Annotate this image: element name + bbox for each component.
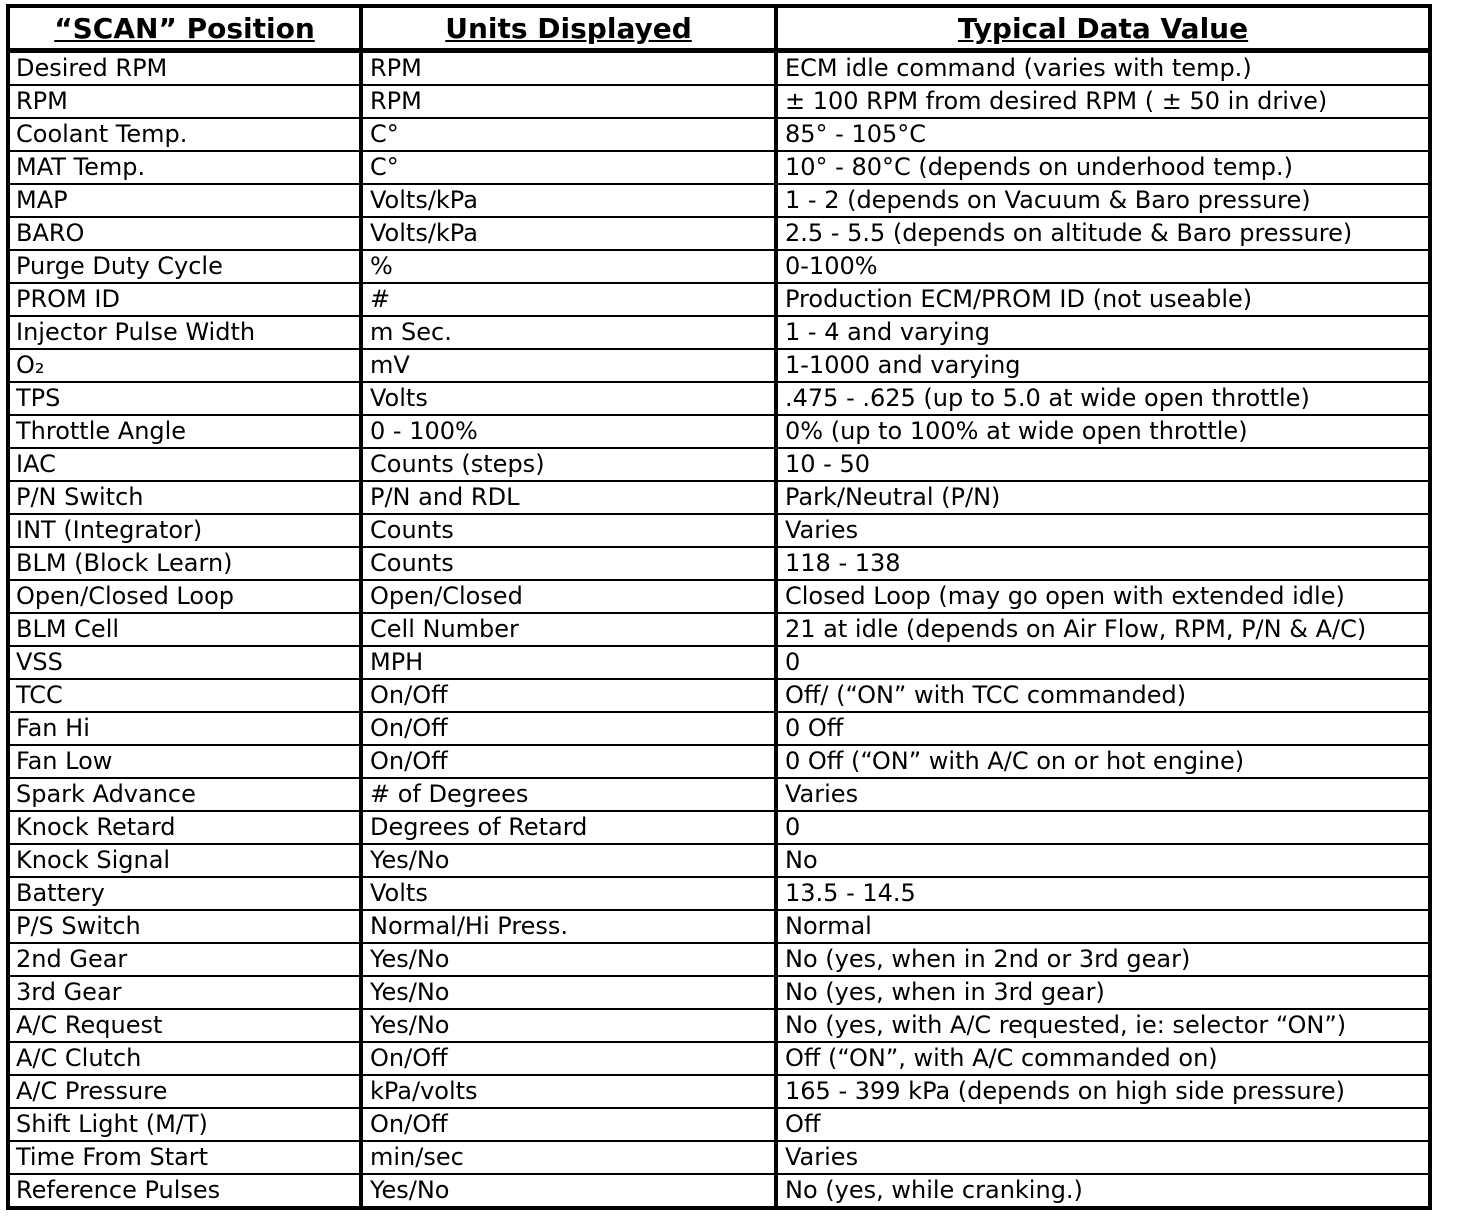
units-displayed-cell: Volts/kPa <box>361 217 776 250</box>
typical-value-cell: 21 at idle (depends on Air Flow, RPM, P/N & A/C) <box>776 613 1430 646</box>
header-units-displayed: Units Displayed <box>361 6 776 51</box>
typical-value-cell: ± 100 RPM from desired RPM ( ± 50 in drive) <box>776 85 1430 118</box>
scan-position-cell: O₂ <box>8 349 361 382</box>
units-displayed-cell: Open/Closed <box>361 580 776 613</box>
header-scan-position: “SCAN” Position <box>8 6 361 51</box>
units-displayed-cell: 0 - 100% <box>361 415 776 448</box>
table-row <box>8 1108 1430 1141</box>
typical-value-cell: 2.5 - 5.5 (depends on altitude & Baro pressure) <box>776 217 1430 250</box>
table-row <box>8 613 1430 646</box>
units-displayed-cell: Yes/No <box>361 844 776 877</box>
table-row <box>8 1042 1430 1075</box>
typical-value-cell: Off (“ON”, with A/C commanded on) <box>776 1042 1430 1075</box>
table-row <box>8 514 1430 547</box>
typical-value-cell: .475 - .625 (up to 5.0 at wide open throttle) <box>776 382 1430 415</box>
typical-value-cell: 10° - 80°C (depends on underhood temp.) <box>776 151 1430 184</box>
scan-position-cell: RPM <box>8 85 361 118</box>
typical-value-cell: Varies <box>776 514 1430 547</box>
table-row <box>8 547 1430 580</box>
scan-position-cell: Knock Signal <box>8 844 361 877</box>
units-displayed-cell: P/N and RDL <box>361 481 776 514</box>
typical-value-cell: No (yes, with A/C requested, ie: selector “ON”) <box>776 1009 1430 1042</box>
table-row <box>8 448 1430 481</box>
table-row <box>8 283 1430 316</box>
units-displayed-cell: kPa/volts <box>361 1075 776 1108</box>
typical-value-cell: 1 - 2 (depends on Vacuum & Baro pressure) <box>776 184 1430 217</box>
typical-value-cell: Off/ (“ON” with TCC commanded) <box>776 679 1430 712</box>
scan-data-table <box>6 4 1432 1210</box>
scan-position-cell: Spark Advance <box>8 778 361 811</box>
units-displayed-cell: Volts/kPa <box>361 184 776 217</box>
scan-position-cell: MAP <box>8 184 361 217</box>
typical-value-cell: 0 <box>776 811 1430 844</box>
table-row <box>8 811 1430 844</box>
typical-value-cell: Off <box>776 1108 1430 1141</box>
table-row <box>8 910 1430 943</box>
units-displayed-cell: Counts <box>361 547 776 580</box>
scan-position-cell: PROM ID <box>8 283 361 316</box>
scan-position-cell: TPS <box>8 382 361 415</box>
typical-value-cell: Production ECM/PROM ID (not useable) <box>776 283 1430 316</box>
scan-position-cell: Fan Hi <box>8 712 361 745</box>
units-displayed-cell: Degrees of Retard <box>361 811 776 844</box>
scan-position-cell: VSS <box>8 646 361 679</box>
scan-position-cell: Coolant Temp. <box>8 118 361 151</box>
units-displayed-cell: min/sec <box>361 1141 776 1174</box>
scan-position-cell: Fan Low <box>8 745 361 778</box>
typical-value-cell: 0-100% <box>776 250 1430 283</box>
units-displayed-cell: On/Off <box>361 745 776 778</box>
scan-position-cell: 2nd Gear <box>8 943 361 976</box>
table-row <box>8 151 1430 184</box>
table-row <box>8 877 1430 910</box>
scan-position-cell: A/C Clutch <box>8 1042 361 1075</box>
scan-position-cell: BARO <box>8 217 361 250</box>
table-row <box>8 382 1430 415</box>
table-row <box>8 51 1430 86</box>
typical-value-cell: No (yes, while cranking.) <box>776 1174 1430 1208</box>
typical-value-cell: 1 - 4 and varying <box>776 316 1430 349</box>
scan-position-cell: P/N Switch <box>8 481 361 514</box>
units-displayed-cell: Yes/No <box>361 943 776 976</box>
table-row <box>8 184 1430 217</box>
typical-value-cell: 85° - 105°C <box>776 118 1430 151</box>
units-displayed-cell: On/Off <box>361 679 776 712</box>
table-row <box>8 679 1430 712</box>
table-row <box>8 1174 1430 1208</box>
typical-value-cell: 0 <box>776 646 1430 679</box>
units-displayed-cell: Yes/No <box>361 1009 776 1042</box>
units-displayed-cell: Volts <box>361 382 776 415</box>
typical-value-cell: Closed Loop (may go open with extended idle) <box>776 580 1430 613</box>
units-displayed-cell: m Sec. <box>361 316 776 349</box>
units-displayed-cell: Normal/Hi Press. <box>361 910 776 943</box>
typical-value-cell: 165 - 399 kPa (depends on high side pressure) <box>776 1075 1430 1108</box>
table-row <box>8 1141 1430 1174</box>
table-row <box>8 217 1430 250</box>
typical-value-cell: No (yes, when in 2nd or 3rd gear) <box>776 943 1430 976</box>
table-body <box>8 51 1430 1209</box>
units-displayed-cell: Cell Number <box>361 613 776 646</box>
typical-value-cell: 0 Off (“ON” with A/C on or hot engine) <box>776 745 1430 778</box>
scan-position-cell: MAT Temp. <box>8 151 361 184</box>
table-row <box>8 646 1430 679</box>
typical-value-cell: 0 Off <box>776 712 1430 745</box>
scan-position-cell: Reference Pulses <box>8 1174 361 1208</box>
typical-value-cell: No (yes, when in 3rd gear) <box>776 976 1430 1009</box>
typical-value-cell: No <box>776 844 1430 877</box>
units-displayed-cell: Counts <box>361 514 776 547</box>
scan-position-cell: Purge Duty Cycle <box>8 250 361 283</box>
table-row <box>8 580 1430 613</box>
scan-position-cell: Desired RPM <box>8 51 361 86</box>
units-displayed-cell: On/Off <box>361 1108 776 1141</box>
typical-value-cell: ECM idle command (varies with temp.) <box>776 51 1430 86</box>
units-displayed-cell: mV <box>361 349 776 382</box>
units-displayed-cell: RPM <box>361 51 776 86</box>
table-row <box>8 481 1430 514</box>
units-displayed-cell: Yes/No <box>361 1174 776 1208</box>
units-displayed-cell: Volts <box>361 877 776 910</box>
table-row <box>8 118 1430 151</box>
units-displayed-cell: # <box>361 283 776 316</box>
units-displayed-cell: On/Off <box>361 1042 776 1075</box>
header-row <box>8 6 1430 51</box>
table-row <box>8 1075 1430 1108</box>
table-row <box>8 1009 1430 1042</box>
table-row <box>8 976 1430 1009</box>
scan-position-cell: TCC <box>8 679 361 712</box>
typical-value-cell: Park/Neutral (P/N) <box>776 481 1430 514</box>
scan-position-cell: A/C Request <box>8 1009 361 1042</box>
units-displayed-cell: MPH <box>361 646 776 679</box>
typical-value-cell: Normal <box>776 910 1430 943</box>
scan-position-cell: Knock Retard <box>8 811 361 844</box>
units-displayed-cell: On/Off <box>361 712 776 745</box>
units-displayed-cell: # of Degrees <box>361 778 776 811</box>
table-row <box>8 745 1430 778</box>
scan-position-cell: 3rd Gear <box>8 976 361 1009</box>
table-row <box>8 349 1430 382</box>
units-displayed-cell: Yes/No <box>361 976 776 1009</box>
table-row <box>8 844 1430 877</box>
header-typical-data-value: Typical Data Value <box>776 6 1430 51</box>
scan-position-cell: Injector Pulse Width <box>8 316 361 349</box>
scan-position-cell: Time From Start <box>8 1141 361 1174</box>
units-displayed-cell: C° <box>361 151 776 184</box>
scan-position-cell: Battery <box>8 877 361 910</box>
scan-position-cell: INT (Integrator) <box>8 514 361 547</box>
table-row <box>8 712 1430 745</box>
scan-position-cell: A/C Pressure <box>8 1075 361 1108</box>
typical-value-cell: 1-1000 and varying <box>776 349 1430 382</box>
table-row <box>8 415 1430 448</box>
typical-value-cell: 13.5 - 14.5 <box>776 877 1430 910</box>
table-row <box>8 250 1430 283</box>
typical-value-cell: Varies <box>776 778 1430 811</box>
table-row <box>8 85 1430 118</box>
scan-position-cell: IAC <box>8 448 361 481</box>
scan-position-cell: BLM Cell <box>8 613 361 646</box>
units-displayed-cell: RPM <box>361 85 776 118</box>
units-displayed-cell: % <box>361 250 776 283</box>
typical-value-cell: Varies <box>776 1141 1430 1174</box>
units-displayed-cell: C° <box>361 118 776 151</box>
typical-value-cell: 0% (up to 100% at wide open throttle) <box>776 415 1430 448</box>
typical-value-cell: 10 - 50 <box>776 448 1430 481</box>
scan-position-cell: Shift Light (M/T) <box>8 1108 361 1141</box>
scan-position-cell: Throttle Angle <box>8 415 361 448</box>
typical-value-cell: 118 - 138 <box>776 547 1430 580</box>
scan-position-cell: P/S Switch <box>8 910 361 943</box>
scan-position-cell: Open/Closed Loop <box>8 580 361 613</box>
units-displayed-cell: Counts (steps) <box>361 448 776 481</box>
table-row <box>8 943 1430 976</box>
table-row <box>8 316 1430 349</box>
scan-position-cell: BLM (Block Learn) <box>8 547 361 580</box>
table-row <box>8 778 1430 811</box>
